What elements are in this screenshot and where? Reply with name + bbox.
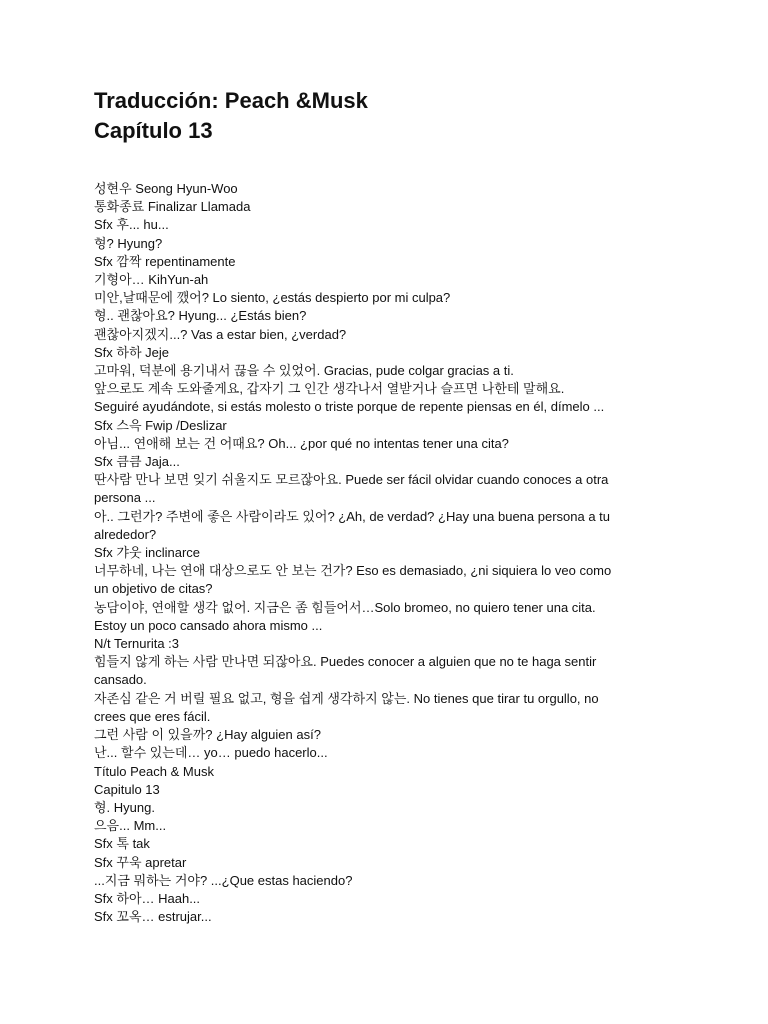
text-line: crees que eres fácil. [94,708,211,724]
document-title [94,86,734,146]
text-line: 난... 할수 있는데… yo… puedo hacerlo... [94,745,328,761]
text-line: 통화종료 Finalizar Llamada [94,199,251,215]
text-line: alrededor? [94,526,157,542]
text-line: 괜찮아지겠지...? Vas a estar bien, ¿verdad? [94,326,347,342]
title-line-translation: Traducción: Peach &Musk [94,88,368,113]
text-line: Sfx 큼큼 Jaja... [94,454,180,470]
text-line: 기형아… KihYun-ah [94,272,209,288]
text-line: cansado. [94,672,147,688]
text-line: 힘들지 않게 하는 사람 만나면 되잖아요. Puedes conocer a alguien que no te haga sentir [94,654,597,670]
text-line: Sfx 후... hu... [94,217,169,233]
text-line: Sfx 톡 tak [94,836,150,852]
text-line: N/t Ternurita :3 [94,636,180,652]
text-line: 그런 사람 이 있을까? ¿Hay alguien así? [94,727,321,743]
text-line: 딴사람 만나 보면 잊기 쉬울지도 모르잖아요. Puede ser fácil olvidar cuando conoces a otra [94,472,609,488]
text-line: 형? Hyung? [94,235,163,251]
document-body [94,180,684,926]
text-line: 너무하네, 나는 연애 대상으로도 안 보는 건가? Eso es demasiado, ¿ni siquiera lo veo como [94,563,612,579]
text-line: Sfx 꼬옥… estrujar... [94,909,212,925]
text-line: 형.. 괜찮아요? Hyung... ¿Estás bien? [94,308,307,324]
text-line: Sfx 하하 Jeje [94,344,169,360]
text-line: Sfx 갸웃 inclinarce [94,545,201,561]
text-line: Sfx 꾸욱 apretar [94,854,187,870]
text-line: 자존심 같은 거 버릴 필요 없고, 형을 쉽게 생각하지 않는. No tienes que tirar tu orgullo, no [94,690,599,706]
text-line: 고마워, 덕분에 용기내서 끊을 수 있었어. Gracias, pude colgar gracias a ti. [94,363,514,379]
text-line: Sfx 스윽 Fwip /Deslizar [94,417,227,433]
text-line: 아님... 연애해 보는 건 어때요? Oh... ¿por qué no intentas tener una cita? [94,435,509,451]
text-line: 앞으로도 계속 도와줄게요, 갑자기 그 인간 생각나서 열받거나 슬프면 나한테 말해요. [94,381,565,397]
text-line: 농담이야, 연애할 생각 없어. 지금은 좀 힘들어서…Solo bromeo, no quiero tener una cita. [94,599,596,615]
text-line: un objetivo de citas? [94,581,213,597]
text-line: 아.. 그런가? 주변에 좋은 사람이라도 있어? ¿Ah, de verdad? ¿Hay una buena persona a tu [94,508,611,524]
title-line-chapter: Capítulo 13 [94,118,213,143]
text-line: Sfx 하아… Haah... [94,890,201,906]
text-line: persona ... [94,490,156,506]
text-line: ...지금 뭐하는 거야? ...¿Que estas haciendo? [94,872,353,888]
text-line: 미안,날때문에 깼어? Lo siento, ¿estás despierto por mi culpa? [94,290,451,306]
text-line: 으음... Mm... [94,818,167,834]
text-line: Seguiré ayudándote, si estás molesto o triste porque de repente piensas en él, dímelo ... [94,399,605,415]
text-line: Capitulo 13 [94,781,160,797]
text-line: Sfx 깜짝 repentinamente [94,253,236,269]
text-line: Título Peach & Musk [94,763,214,779]
text-line: Estoy un poco cansado ahora mismo ... [94,617,323,633]
text-line: 형. Hyung. [94,799,155,815]
text-line: 성현우 Seong Hyun-Woo [94,181,238,196]
